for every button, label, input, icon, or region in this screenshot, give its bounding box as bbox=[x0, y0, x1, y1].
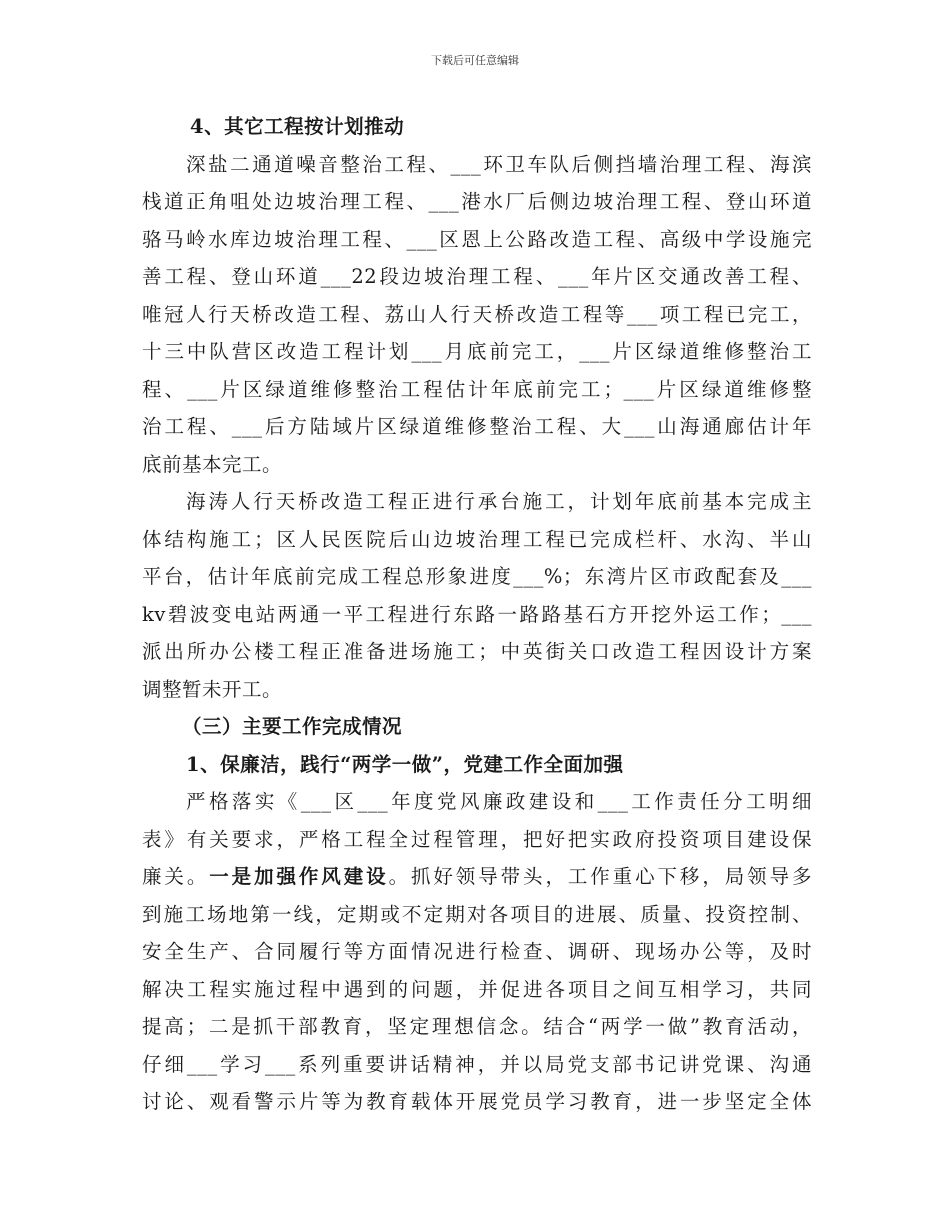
section-heading-3: （三）主要工作完成情况 bbox=[182, 715, 403, 738]
paragraph-line: 骆马岭水库边坡治理工程、___区恩上公路改造工程、高级中学设施完 bbox=[142, 227, 812, 251]
paragraph-line: 讨论、观看警示片等为教育载体开展党员学习教育，进一步坚定全体 bbox=[142, 1090, 812, 1113]
paragraph-line: 治工程、___后方陆域片区绿道维修整治工程、大___山海通廊估计年 bbox=[142, 415, 812, 438]
paragraph-text: 。抓好领导带头，工作重心下移，局领导多 bbox=[388, 865, 812, 888]
paragraph-line: 体结构施工；区人民医院后山边坡治理工程已完成栏杆、水沟、半山 bbox=[142, 527, 812, 551]
paragraph-line-mixed bbox=[142, 858, 812, 896]
paragraph-line: 底前基本完工。 bbox=[142, 452, 283, 476]
paragraph-line: 严格落实《___区___年度党风廉政建设和___工作责任分工明细 bbox=[186, 790, 812, 813]
paragraph-line: 善工程、登山环道___22段边坡治理工程、___年片区交通改善工程、 bbox=[142, 265, 812, 288]
document-body bbox=[142, 108, 812, 1121]
paragraph-line: 解决工程实施过程中遇到的问题，并促进各项目之间互相学习，共同 bbox=[142, 977, 812, 1001]
paragraph-line: 表》有关要求，严格工程全过程管理，把好把实政府投资项目建设保 bbox=[142, 827, 812, 851]
section-heading-4: 4、其它工程按计划推动 bbox=[190, 115, 405, 138]
paragraph-line: 平台，估计年底前完成工程总形象进度___%；东湾片区市政配套及___ bbox=[142, 565, 812, 588]
paragraph-line: 仔细___学习___系列重要讲话精神，并以局党支部书记讲党课、沟通 bbox=[142, 1052, 812, 1076]
item-heading-1: 1、保廉洁，践行“两学一做”，党建工作全面加强 bbox=[186, 752, 624, 776]
paragraph-line: 唯冠人行天桥改造工程、荔山人行天桥改造工程等___项工程已完工， bbox=[142, 302, 812, 326]
paragraph-line: kv碧波变电站两通一平工程进行东路一路路基石方开挖外运工作；___ bbox=[142, 602, 812, 626]
paragraph-line: 到施工场地第一线，定期或不定期对各项目的进展、质量、投资控制、 bbox=[142, 902, 812, 926]
paragraph-line: 调整暂未开工。 bbox=[142, 677, 283, 701]
paragraph-line: 海涛人行天桥改造工程正进行承台施工，计划年底前基本完成主 bbox=[186, 490, 812, 513]
paragraph-line: 深盐二通道噪音整治工程、___环卫车队后侧挡墙治理工程、海滨 bbox=[186, 152, 812, 176]
bold-phrase: 一是加强作风建设 bbox=[209, 865, 389, 888]
paragraph-line: 十三中队营区改造工程计划___月底前完工，___片区绿道维修整治工 bbox=[142, 340, 812, 363]
paragraph-line: 程、___片区绿道维修整治工程估计年底前完工；___片区绿道维修整 bbox=[142, 377, 812, 401]
paragraph-text: 廉关。 bbox=[142, 865, 210, 888]
paragraph-line: 派出所办公楼工程正准备进场施工；中英街关口改造工程因设计方案 bbox=[142, 640, 812, 663]
page-header: 下载后可任意编辑 bbox=[431, 54, 519, 67]
paragraph-line: 提高；二是抓干部教育，坚定理想信念。结合“两学一做”教育活动， bbox=[142, 1015, 812, 1038]
paragraph-line: 安全生产、合同履行等方面情况进行检查、调研、现场办公等，及时 bbox=[142, 940, 812, 963]
paragraph-line: 栈道正角咀处边坡治理工程、___港水厂后侧边坡治理工程、登山环道 bbox=[142, 190, 812, 213]
